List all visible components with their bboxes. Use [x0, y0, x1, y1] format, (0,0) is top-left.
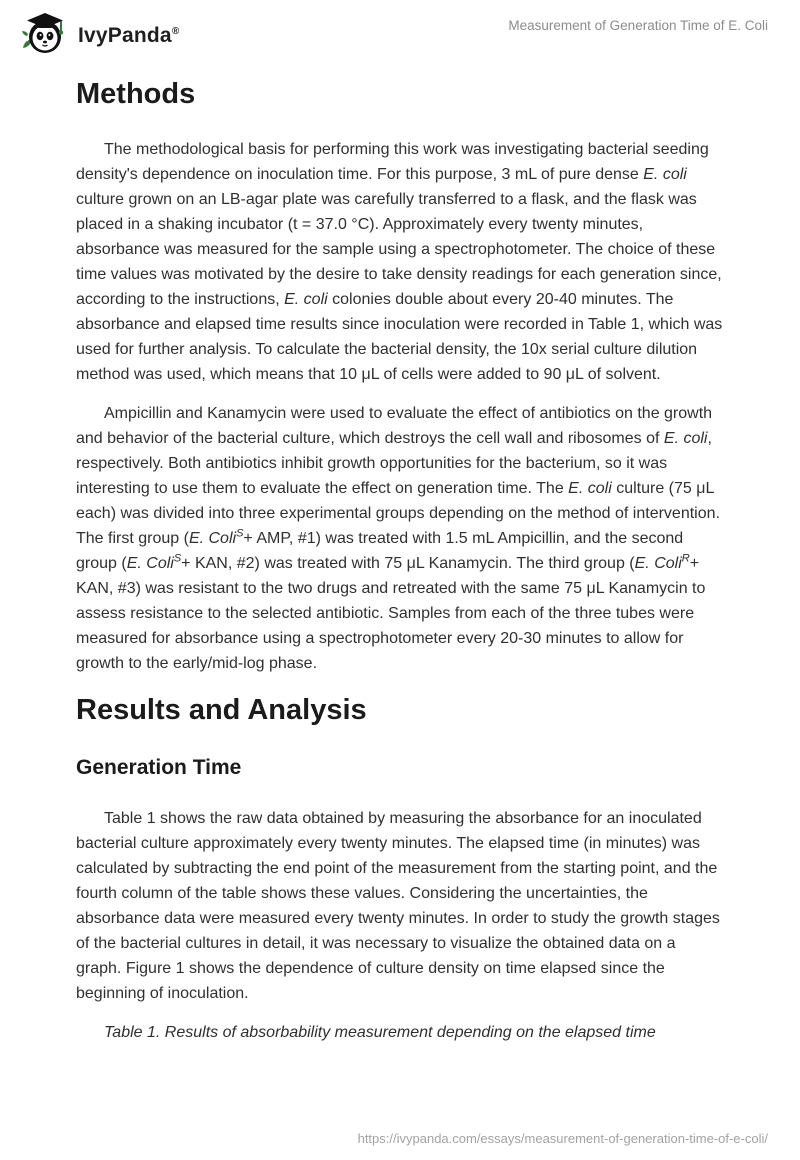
methods-heading: Methods: [76, 78, 196, 110]
ivypanda-logo-icon: [22, 10, 68, 61]
strain-superscript: S: [173, 552, 182, 565]
strain-superscript: R: [681, 552, 690, 565]
page-footer: [358, 1131, 768, 1146]
text-run: + KAN, #3) was resistant to the two drugs and retreated with the same 75 μL Kanamycin to assess resistance to the selected antibiotic. Samples from each of the three tubes were measured for absorbance using a spectrophotometer every 20-30 minutes to allow for growth to the early/mid-log phase.: [76, 555, 706, 672]
table-caption: Table 1. Results of absorbability measurement depending on the elapsed time: [104, 1024, 656, 1041]
species-name: E. coli: [568, 480, 612, 497]
document-title: Measurement of Generation Time of E. Coli: [508, 18, 768, 33]
text-run: colonies double about every 20-40 minutes. The absorbance and elapsed time results since inoculation were recorded in Table 1, which was used for further analysis. To calculate the bacterial density, the 10x serial culture dilution method was used, which means that 10 μL of cells were added to 90 μL of solvent.: [76, 291, 723, 383]
strain-superscript: S: [236, 527, 244, 540]
registered-trademark-mark: ®: [171, 25, 180, 37]
species-name: E. coli: [284, 291, 328, 308]
brand[interactable]: [22, 10, 179, 61]
text-run: culture grown on an LB-agar plate was carefully transferred to a flask, and the flask was placed in a shaking incubator (t = 37.0 °C). Approximately every twenty minutes, absorbance was measured for the sample using a spectrophotometer. The choice of these time values was motivated by the desire to take density readings for each generation since, according to the instructions,: [76, 191, 722, 308]
paragraph-methods-1: [76, 137, 724, 387]
generation-time-heading: Generation Time: [76, 756, 242, 779]
brand-name: [78, 24, 179, 48]
text-run: Ampicillin and Kanamycin were used to evaluate the effect of antibiotics on the growth and behavior of the bacterial culture, which destroys the cell wall and ribosomes of: [76, 405, 713, 447]
text-run: + AMP, #1) was treated with 1.5 mL Ampicillin, and the second group (: [76, 530, 684, 572]
species-name: E. Coli: [126, 555, 174, 572]
paragraph-results-1: Table 1 shows the raw data obtained by measuring the absorbance for an inoculated bacterial culture approximately every twenty minutes. The elapsed time (in minutes) was calculated by subtracting the end point of the measurement from the starting point, and the fourth column of the table shows these values. Considering the uncertainties, the absorbance data were measured every twenty minutes. In order to study the growth stages of the bacterial cultures in detail, it was necessary to visualize the obtained data on a graph. Figure 1 shows the dependence of culture density on time elapsed since the beginning of inoculation.: [76, 810, 720, 1002]
text-run: culture (75 μL each) was divided into three experimental groups depending on the method of intervention. The first group (: [76, 480, 720, 547]
page-header: [0, 0, 800, 60]
text-run: The methodological basis for performing this work was investigating bacterial seeding density's dependence on inoculation time. For this purpose, 3 mL of pure dense: [76, 141, 709, 183]
source-url-link[interactable]: https://ivypanda.com/essays/measurement-of-generation-time-of-e-coli/: [357, 1131, 768, 1146]
species-name: E. coli: [663, 430, 708, 447]
text-run: + KAN, #2) was treated with 75 μL Kanamycin. The third group (: [181, 555, 635, 572]
species-name: E. Coli: [188, 530, 237, 547]
brand-wordmark: IvyPanda: [78, 23, 172, 47]
results-heading: Results and Analysis: [76, 694, 367, 726]
species-name: E. Coli: [634, 555, 682, 572]
species-name: E. coli: [643, 166, 687, 183]
main-content: [0, 78, 800, 1045]
paragraph-methods-2: [76, 401, 724, 676]
text-run: , respectively. Both antibiotics inhibit growth opportunities for the bacterium, so it was interesting to use them to evaluate the effect on generation time. The: [76, 430, 712, 497]
